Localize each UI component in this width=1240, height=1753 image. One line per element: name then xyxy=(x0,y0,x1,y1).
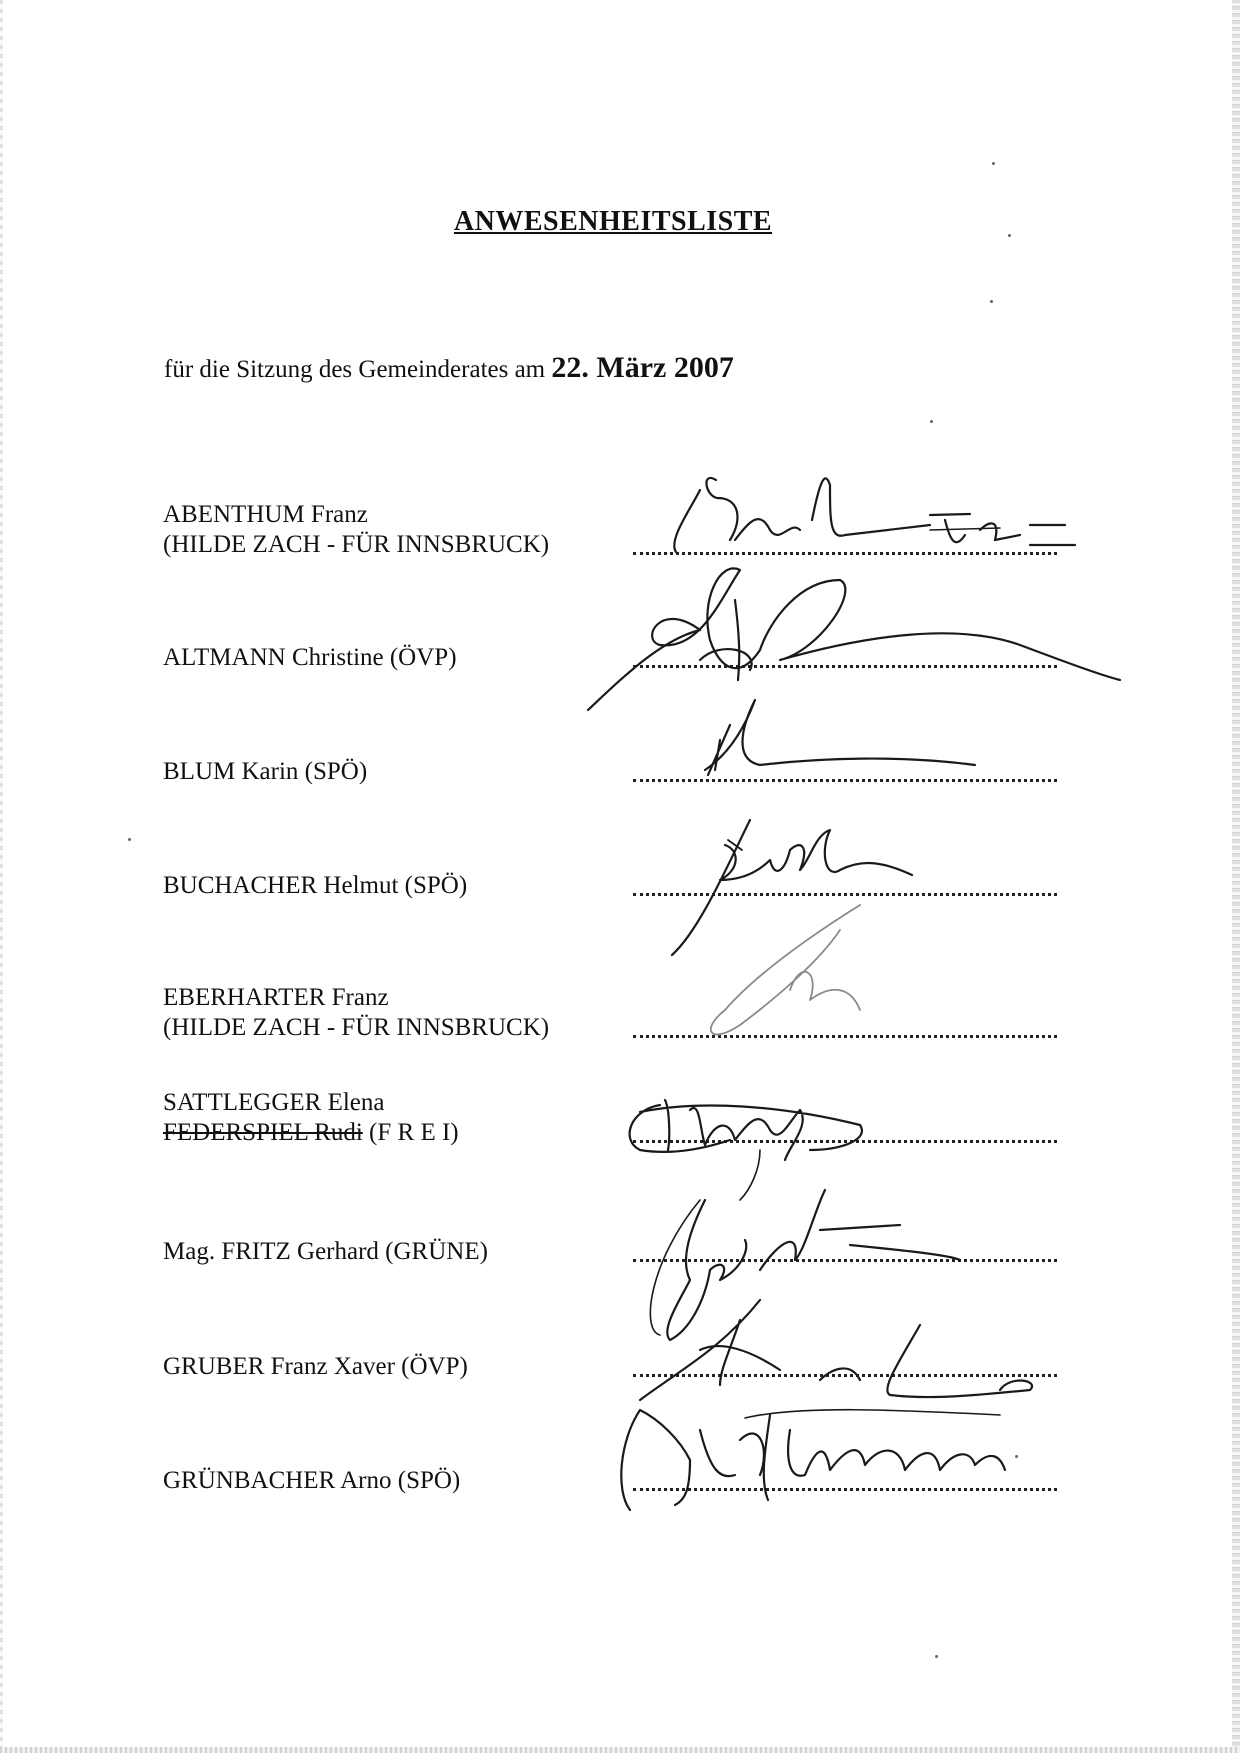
subtitle-prefix: für die Sitzung des Gemeinderates am xyxy=(164,356,546,383)
attendee-affiliation: (HILDE ZACH - FÜR INNSBRUCK) xyxy=(163,531,550,558)
attendee-row xyxy=(163,643,1063,673)
signature-line xyxy=(633,665,1057,668)
attendee-row xyxy=(163,871,1063,901)
attendee-row xyxy=(163,983,1063,1043)
page-title: ANWESENHEITSLISTE xyxy=(453,206,773,237)
attendee-row xyxy=(163,1237,1063,1267)
party-label: (F R E I) xyxy=(362,1119,459,1146)
scan-speck xyxy=(930,420,933,423)
signature-line xyxy=(633,1374,1057,1377)
scan-speck xyxy=(1008,234,1011,237)
signature-line xyxy=(633,1035,1057,1038)
attendee-row xyxy=(163,1466,1063,1496)
signature-line xyxy=(633,1488,1057,1491)
scan-edge-left xyxy=(0,0,3,1753)
signature-line xyxy=(633,779,1057,782)
attendee-row xyxy=(163,1352,1063,1382)
scan-speck xyxy=(990,300,993,303)
attendee-row xyxy=(163,757,1063,787)
scan-speck xyxy=(992,162,995,165)
attendee-name: BUCHACHER Helmut (SPÖ) xyxy=(163,872,468,899)
attendee-row xyxy=(163,1088,1063,1148)
scan-speck xyxy=(935,1655,938,1658)
attendee-name: ALTMANN Christine (ÖVP) xyxy=(163,644,457,671)
scan-edge-bottom xyxy=(0,1747,1240,1753)
scan-speck xyxy=(1015,1455,1018,1458)
attendee-name: ABENTHUM Franz xyxy=(163,501,368,528)
signature-line xyxy=(633,893,1057,896)
attendee-name: GRUBER Franz Xaver (ÖVP) xyxy=(163,1353,468,1380)
struck-name: FEDERSPIEL Rudi xyxy=(163,1119,363,1146)
attendee-name: BLUM Karin (SPÖ) xyxy=(163,758,368,785)
attendee-name: SATTLEGGER Elena xyxy=(163,1089,385,1116)
signature-line xyxy=(633,1259,1057,1262)
attendee-name: GRÜNBACHER Arno (SPÖ) xyxy=(163,1467,461,1494)
attendee-affiliation: (HILDE ZACH - FÜR INNSBRUCK) xyxy=(163,1014,550,1041)
signature-line xyxy=(633,1140,1057,1143)
signature-line xyxy=(633,552,1057,555)
attendee-name: Mag. FRITZ Gerhard (GRÜNE) xyxy=(163,1238,488,1265)
attendee-name: EBERHARTER Franz xyxy=(163,984,389,1011)
signature-altmann xyxy=(588,568,1120,710)
scan-edge-right xyxy=(1232,0,1240,1753)
attendee-affiliation xyxy=(163,1118,1063,1148)
signature-gruber xyxy=(640,1300,1032,1400)
meeting-subtitle xyxy=(164,351,734,385)
scan-speck xyxy=(128,838,131,841)
attendee-row xyxy=(163,500,1063,560)
meeting-date: 22. März 2007 xyxy=(551,351,734,384)
